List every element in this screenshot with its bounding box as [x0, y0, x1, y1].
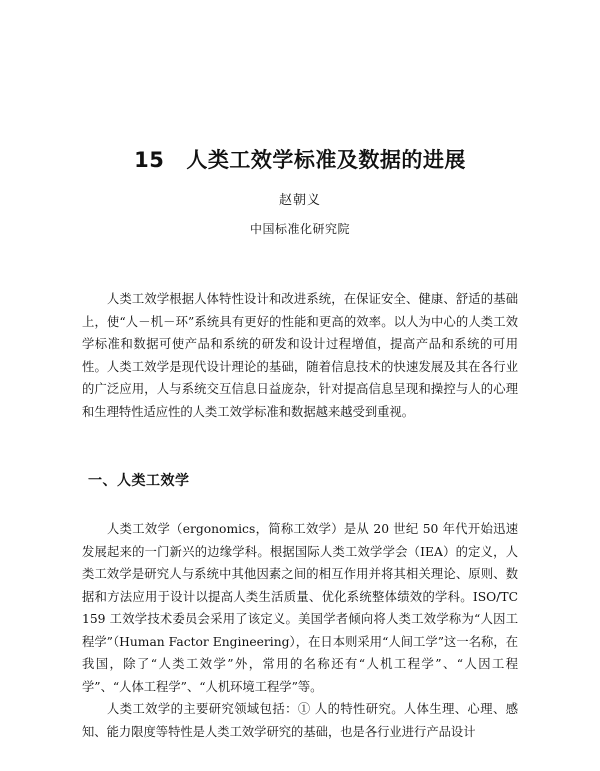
- author-affiliation: 中国标准化研究院: [249, 222, 350, 236]
- body-paragraph: 人类工效学（ergonomics，简称工效学）是从 20 世纪 50 年代开始迅速发展起来的一门新兴的边缘学科。根据国际人类工效学学会（IEA）的定义，人类工效学是研究人与系统中其他因素之间的相互作用并将其相关理论、原则、数据和方法应用于设计以提高人类生活质量、优化系统整体绩效的学科。ISO/TC 159 工效学技术委员会采用了该定义。美国学者倾向将人类工效学称为“人因工程学”（Human Factor Engineering），在日本则采用“人间工学”这一名称，在我国，除了“人类工效学”外，常用的名称还有“人机工程学”、“人因工程学”、“人体工程学”、“人机环境工程学”等。: [82, 522, 518, 694]
- chapter-title: [0, 144, 600, 174]
- chapter-number: 15: [134, 148, 165, 173]
- author-name: 赵朝义: [278, 193, 321, 208]
- section-heading: 一、人类工效学: [88, 473, 190, 489]
- chapter-title-text: 人类工效学标准及数据的进展: [186, 148, 466, 173]
- abstract-paragraph: 人类工效学根据人体特性设计和改进系统，在保证安全、健康、舒适的基础上，使“人－机－环”系统具有更好的性能和更高的效率。以人为中心的人类工效学标准和数据可使产品和系统的研发和设计过程增值，提高产品和系统的可用性。人类工效学是现代设计理论的基础，随着信息技术的快速发展及其在各行业的广泛应用，人与系统交互信息日益庞杂，针对提高信息呈现和操控与人的心理和生理特性适应性的人类工效学标准和数据越来越受到重视。: [82, 292, 518, 419]
- body-paragraph: 人类工效学的主要研究领域包括：① 人的特性研究。人体生理、心理、感知、能力限度等特性是人类工效学研究的基础，也是各行业进行产品设计: [82, 702, 518, 739]
